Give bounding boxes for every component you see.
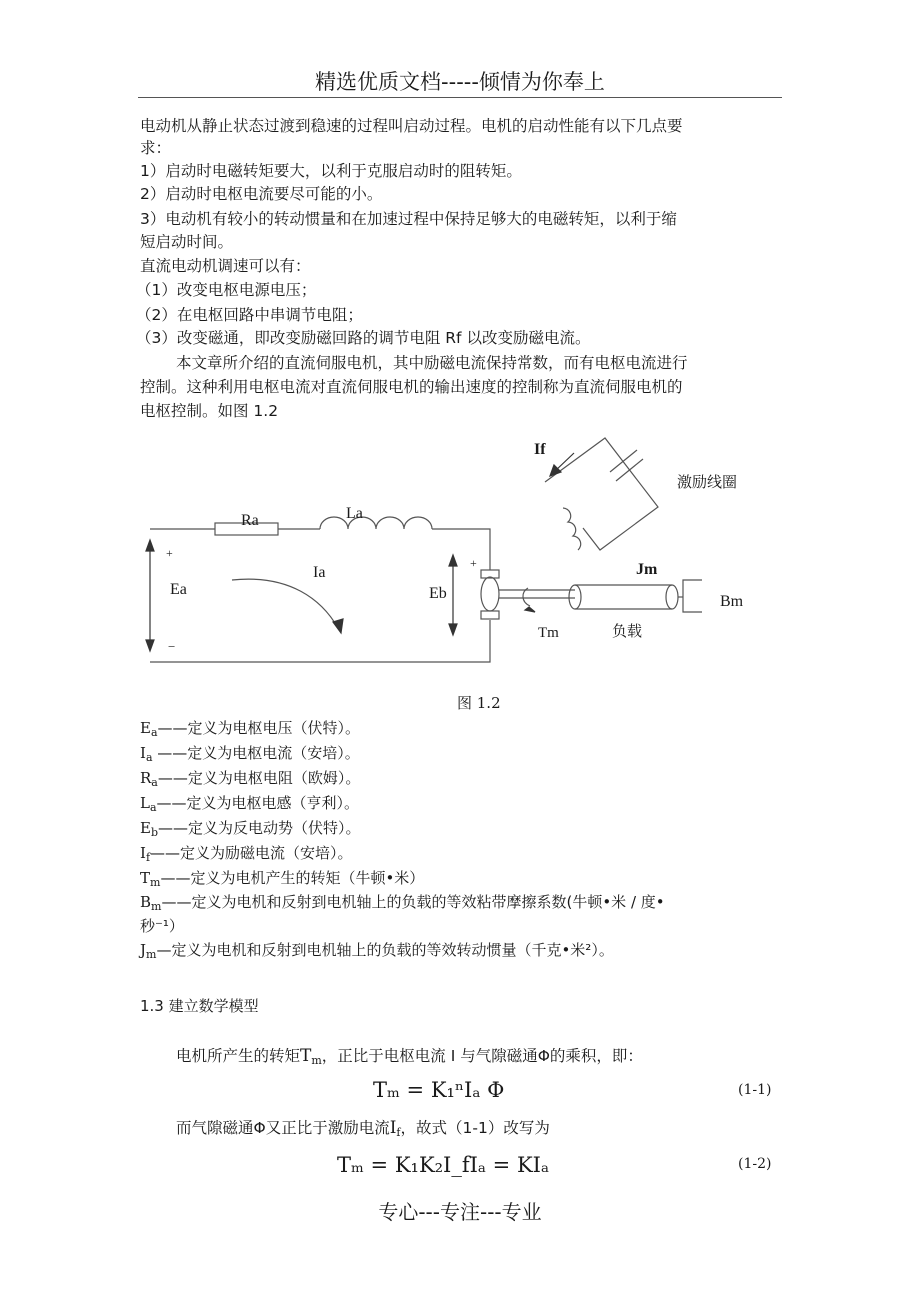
definition-row (140, 867, 424, 889)
page-header: 精选优质文档-----倾情为你奉上 (315, 70, 605, 94)
definition-row (140, 767, 360, 789)
intro-line-2: 求： (140, 139, 172, 157)
speed-method-3: （3）改变磁通，即改变励磁回路的调节电阻 Rf 以改变励磁电流。 (136, 329, 591, 347)
speed-method-1: （1）改变电枢电源电压； (136, 281, 317, 299)
para2-line-2: 控制。这种利用电枢电流对直流伺服电机的输出速度的控制称为直流伺服电机的 (140, 378, 683, 396)
definition-subscript: a (150, 726, 158, 739)
page-footer: 专心---专注---专业 (378, 1200, 542, 1224)
definition-symbol: E (140, 719, 151, 737)
definition-row (140, 891, 665, 913)
definition-text: —定义为电机和反射到电机轴上的负载的等效转动惯量（千克•米²）。 (156, 941, 614, 959)
equation-1-2: Tₘ = K₁K₂I_fIₐ = KIₐ (337, 1153, 550, 1177)
section-heading: 1.3 建立数学模型 (140, 997, 259, 1015)
definition-row (140, 742, 360, 764)
motor-circuit-diagram (140, 430, 780, 680)
start-req-1: 1）启动时电磁转矩要大，以利于克服启动时的阻转矩。 (140, 162, 522, 180)
definition-row (140, 792, 359, 814)
bm-definition-continued: 秒⁻¹） (140, 917, 184, 935)
definition-subscript: m (150, 876, 161, 889)
field-coil-circuit (545, 438, 658, 550)
math-paragraph-1: 电机所产生的转矩$T_m$，正比于电枢电流 I 与气隙磁通Φ的乘积，即： (176, 1046, 643, 1067)
field-coil-label: 激励线圈 (677, 473, 738, 491)
start-req-3-line-1: 3）电动机有较小的转动惯量和在加速过程中保持足够大的电磁转矩，以利于缩 (140, 210, 677, 228)
ia-curve-arrow (232, 579, 338, 628)
la-label: La (346, 505, 363, 522)
motor-brush-bottom (481, 611, 499, 619)
definition-text: ——定义为电枢电压（伏特）。 (157, 719, 361, 737)
bm-damper (683, 580, 702, 612)
start-req-3-line-2: 短启动时间。 (140, 233, 234, 251)
definition-text: ——定义为电枢电感（亨利）。 (156, 794, 360, 812)
definition-subscript: m (151, 900, 162, 913)
definition-subscript: m (146, 948, 157, 961)
definition-symbol: E (140, 819, 151, 837)
definition-row (140, 817, 361, 839)
definition-symbol: I (140, 844, 146, 862)
figure-caption: 图 1.2 (457, 694, 501, 712)
load-label: 负载 (612, 622, 643, 640)
definition-row (140, 939, 614, 961)
eb-label: Eb (429, 585, 447, 602)
equation-1-2-number: (1-2) (738, 1156, 772, 1172)
definition-symbol: J (140, 941, 147, 959)
equation-1-1-number: (1-1) (738, 1082, 772, 1098)
intro-line-1: 电动机从静止状态过渡到稳速的过程叫启动过程。电机的启动性能有以下几点要 (140, 117, 683, 135)
para2-line-1: 本文章所介绍的直流伺服电机，其中励磁电流保持常数，而有电枢电流进行 (176, 354, 688, 372)
plus-left-label: + (166, 546, 173, 560)
inductor-la (320, 517, 432, 529)
header-rule (138, 97, 782, 98)
definition-symbol: L (140, 794, 150, 812)
ra-label: Ra (241, 512, 259, 529)
definition-row (140, 842, 353, 864)
speed-method-2: （2）在电枢回路中串调节电阻； (136, 306, 363, 324)
motor-shaft (499, 590, 575, 598)
para2-line-3: 电枢控制。如图 1.2 (140, 402, 279, 420)
definition-symbol: R (140, 769, 152, 787)
tm-arrow (523, 588, 530, 606)
definition-text: ——定义为电枢电阻（欧姆）。 (157, 769, 361, 787)
definition-text: ——定义为电机和反射到电机轴上的负载的等效粘带摩擦系数(牛顿•米 / 度• (161, 893, 665, 911)
load-cylinder (575, 585, 672, 609)
math-paragraph-2: 而气隙磁通Φ又正比于激励电流$I_f$，故式（1-1）改写为 (176, 1118, 550, 1139)
start-req-2: 2）启动时电枢电流要尽可能的小。 (140, 185, 383, 203)
tm-label: Tm (538, 625, 559, 641)
minus-left-label: − (168, 639, 176, 654)
definition-row (140, 717, 360, 739)
equation-1-1: Tₘ = K₁ⁿIₐ Φ (373, 1078, 505, 1102)
definition-text: ——定义为反电动势（伏特）。 (158, 819, 361, 837)
circuit-wire-bottom (150, 620, 490, 662)
plus-right-label: + (470, 556, 477, 570)
field-coil (563, 508, 581, 550)
speed-title: 直流电动机调速可以有： (140, 257, 311, 275)
definition-text: ——定义为电机产生的转矩（牛顿•米） (160, 869, 425, 887)
bm-label: Bm (720, 593, 744, 610)
definition-symbol: T (140, 869, 151, 887)
definition-subscript: b (150, 826, 158, 839)
ia-label: Ia (313, 564, 326, 581)
definition-symbol: I (140, 744, 146, 762)
definition-subscript: a (149, 801, 157, 814)
definition-text: ——定义为励磁电流（安培）。 (150, 844, 353, 862)
definition-subscript: f (145, 851, 151, 864)
if-label: If (534, 441, 546, 458)
ea-label: Ea (170, 581, 187, 598)
jm-label: Jm (636, 561, 658, 578)
definition-subscript: a (151, 776, 158, 789)
motor-armature (481, 577, 499, 611)
definition-text: ——定义为电枢电流（安培）。 (152, 744, 360, 762)
definition-subscript: a (145, 751, 153, 764)
definition-symbol: B (140, 893, 152, 911)
